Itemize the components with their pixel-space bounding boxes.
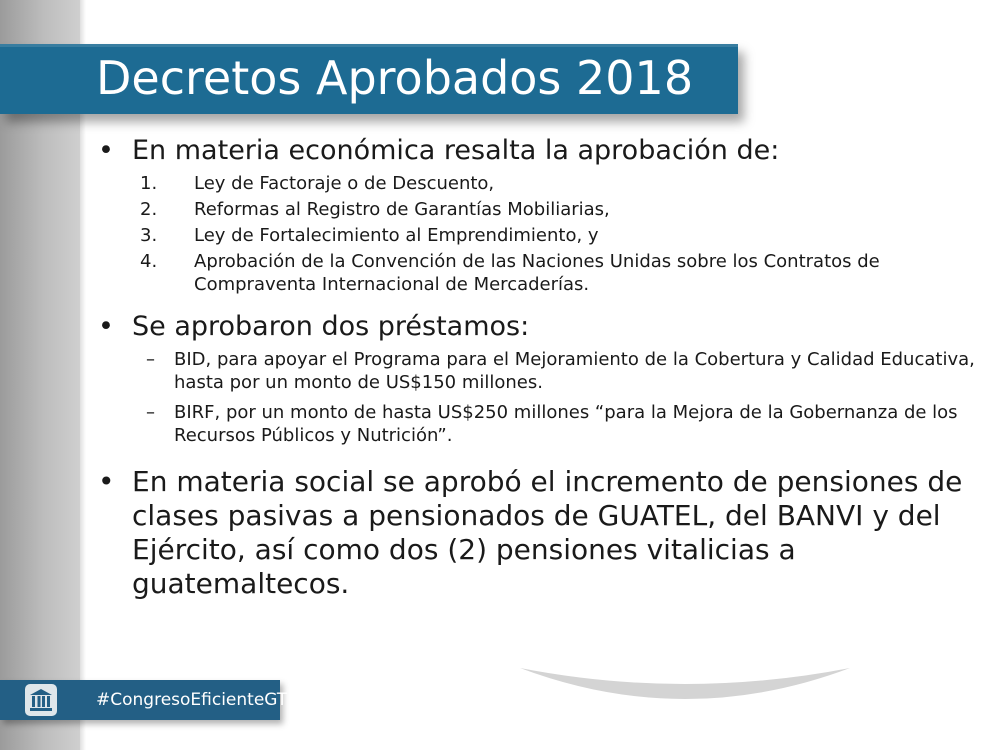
bullet-text: Se aprobaron dos préstamos: xyxy=(132,311,530,342)
list-item xyxy=(96,224,976,247)
list-number: 1. xyxy=(140,173,158,194)
list-item-text: Reformas al Registro de Garantías Mobiliarias, xyxy=(194,199,610,220)
footer-hashtag: #CongresoEficienteGT xyxy=(96,690,288,710)
list-number: 2. xyxy=(140,199,158,220)
list-item-text: BIRF, por un monto de hasta US$250 millones “para la Mejora de la Gobernanza de los Recursos Públicos y Nutrición”. xyxy=(174,402,958,446)
slide-content xyxy=(96,134,976,601)
dash-marker: – xyxy=(146,349,155,370)
bullet-loans xyxy=(96,310,976,344)
list-item xyxy=(96,401,976,447)
slide-title: Decretos Aprobados 2018 xyxy=(96,51,694,105)
bullet-text: En materia económica resalta la aprobación de: xyxy=(132,135,780,166)
list-item-text: Ley de Fortalecimiento al Emprendimiento, y xyxy=(194,225,599,246)
dash-marker: – xyxy=(146,402,155,423)
loans-list xyxy=(96,348,976,447)
list-item-text: Aprobación de la Convención de las Naciones Unidas sobre los Contratos de Compraventa Internacional de Mercaderías. xyxy=(194,251,880,295)
list-item xyxy=(96,250,976,296)
list-number: 4. xyxy=(140,251,158,272)
congress-building-icon xyxy=(25,684,57,716)
economic-decrees-list xyxy=(96,172,976,296)
list-item xyxy=(96,198,976,221)
list-item-text: BID, para apoyar el Programa para el Mejoramiento de la Cobertura y Calidad Educativa, hasta por un monto de US$150 millones. xyxy=(174,349,975,393)
list-item xyxy=(96,172,976,195)
bullet-economic xyxy=(96,134,976,168)
decorative-swoosh xyxy=(520,660,850,720)
bullet-text: En materia social se aprobó el incremento de pensiones de clases pasivas a pensionados de GUATEL, del BANVI y del Ejército, así como dos (2) pensiones vitalicias a guatemaltecos. xyxy=(132,465,963,600)
list-item-text: Ley de Factoraje o de Descuento, xyxy=(194,173,495,194)
list-number: 3. xyxy=(140,225,158,246)
bullet-social xyxy=(96,465,976,601)
list-item xyxy=(96,348,976,394)
